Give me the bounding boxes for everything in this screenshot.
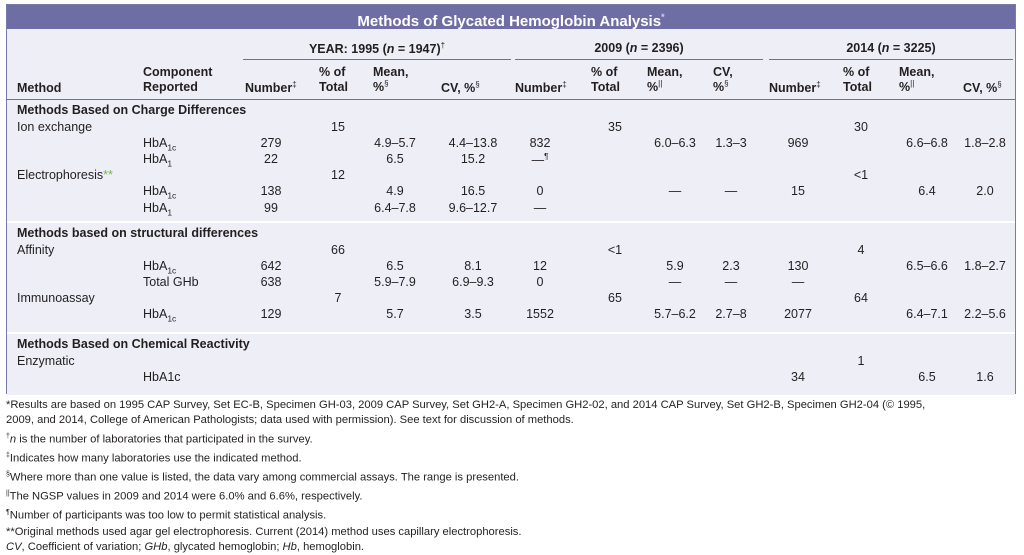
cell-n1995: 22	[264, 151, 278, 166]
col-header-cv-2014: CV, %§	[963, 79, 1002, 95]
cell-cv1995: 3.5	[464, 307, 482, 322]
row-component	[143, 201, 172, 218]
cell-cv1995: 16.5	[460, 184, 486, 199]
cell-p2009: 65	[608, 291, 622, 306]
cell-cv2014: 2.2–5.6	[964, 307, 1006, 322]
cell-m2014: 6.4	[918, 184, 936, 199]
row-component-subscript: 1c	[167, 190, 177, 201]
cell-n2014: —	[791, 274, 805, 289]
footnote-range: §Where more than one value is listed, the data vary among commercial assays. The range is presented.	[6, 471, 519, 484]
cell-p1995: 7	[334, 291, 342, 306]
cell-p2009: <1	[607, 242, 623, 257]
row-component	[143, 184, 176, 201]
group-header-2009: 2009 (n = 2396)	[594, 41, 684, 55]
row-component-subscript: 1c	[167, 142, 177, 153]
cell-cv1995: 8.1	[464, 258, 482, 273]
row-component-text: HbA	[143, 135, 168, 150]
cell-cv2014: 1.6	[976, 369, 994, 384]
row-method: Affinity	[17, 242, 55, 257]
footnote-abbreviations: CV, Coefficient of variation; GHb, glycated hemoglobin; Hb, hemoglobin.	[6, 540, 365, 553]
footnote-ngsp: ||The NGSP values in 2009 and 2014 were 6.0% and 6.6%, respectively.	[6, 490, 363, 503]
cell-n2009: 0	[536, 274, 544, 289]
cell-cv2014: 2.0	[976, 184, 994, 199]
row-component-text: Total GHb	[143, 274, 199, 289]
cell-p2014: 64	[854, 291, 868, 306]
cell-n1995: 129	[260, 307, 282, 322]
row-component	[143, 275, 199, 289]
row-method	[17, 168, 113, 182]
row-component-text: HbA	[143, 151, 168, 166]
col-header-number-1995: Number‡	[245, 79, 297, 95]
cell-n1995: 638	[260, 274, 282, 289]
cell-n1995: 138	[260, 184, 282, 199]
row-component-text: HbA	[143, 307, 168, 322]
col-header-cv-1995: CV, %§	[441, 79, 480, 95]
cell-p1995: 15	[331, 119, 345, 134]
cell-p2014: <1	[853, 168, 869, 183]
cell-m1995: 6.4–7.8	[374, 200, 416, 215]
cell-m2009: —	[668, 184, 682, 199]
footnote-n: †n is the number of laboratories that participated in the survey.	[6, 432, 313, 446]
cell-cv2009: 2.7–8	[715, 307, 747, 322]
cell-n2009: 832	[529, 135, 551, 150]
table-title-text: Methods of Glycated Hemoglobin Analysis	[357, 13, 662, 30]
cell-m2014: 6.6–6.8	[906, 135, 948, 150]
footnote-few: ¶Number of participants was too low to permit statistical analysis.	[6, 509, 327, 523]
row-component-text: HbA1c	[143, 369, 181, 384]
footnote-results: *Results are based on 1995 CAP Survey, Set EC-B, Specimen GH-03, 2009 CAP Survey, Set GH2-A, Specimen GH2-02, and 2014 CAP Survey, Set GH2-B, Specimen GH2-04 (© 1995, 2009, and 2014, College of American Pathologists; data used with permission). See text for discussion of methods.	[6, 399, 926, 427]
cell-p2014: 1	[857, 353, 865, 368]
cell-m2009: 6.0–6.3	[654, 135, 696, 150]
cell-n1995: 279	[260, 135, 282, 150]
row-component-text: HbA	[143, 200, 168, 215]
section-title: Methods Based on Chemical Reactivity	[17, 337, 250, 351]
col-header-component: Component Reported	[143, 65, 213, 94]
cell-n2014: 130	[787, 258, 809, 273]
cell-cv1995: 9.6–12.7	[448, 200, 498, 215]
table-frame	[6, 4, 1016, 394]
cell-n2009: 1552	[526, 307, 554, 322]
row-component-subscript: 1c	[167, 265, 177, 276]
row-method: Enzymatic	[17, 353, 75, 368]
group-rule-2009	[515, 59, 763, 60]
col-header-pct-1995: % of Total	[319, 65, 348, 94]
row-component	[143, 259, 176, 276]
cell-cv2009: 1.3–3	[715, 135, 747, 150]
cell-mark: ¶	[544, 151, 549, 161]
row-component	[143, 152, 172, 169]
cell-m2009: 5.7–6.2	[654, 307, 696, 322]
cell-m2014: 6.4–7.1	[906, 307, 948, 322]
group-header-2014: 2014 (n = 3225)	[846, 41, 936, 55]
cell-cv2014: 1.8–2.8	[964, 135, 1006, 150]
group-header-1995: YEAR: 1995 (n = 1947)†	[308, 41, 446, 57]
col-header-mean-1995: Mean, %§	[373, 65, 409, 94]
cell-n2009: 0	[536, 184, 544, 199]
cell-n2009	[510, 152, 570, 167]
section-title: Methods Based on Charge Differences	[17, 103, 247, 117]
row-component	[143, 370, 181, 384]
col-header-mean-2014: Mean, %||	[899, 65, 935, 94]
cell-n2014: 15	[791, 184, 805, 199]
col-header-pct-2014: % of Total	[843, 65, 872, 94]
row-component-subscript: 1c	[167, 313, 177, 324]
cell-n2009: 12	[533, 258, 547, 273]
cell-n1995: 642	[260, 258, 282, 273]
table-title	[7, 5, 1015, 29]
row-component-subscript: 1	[167, 158, 173, 169]
group-rule-1995	[243, 59, 511, 60]
cell-m1995: 5.9–7.9	[374, 274, 416, 289]
cell-p2014: 4	[857, 242, 865, 257]
row-component-text: HbA	[143, 184, 168, 199]
table-title-mark: *	[661, 12, 665, 22]
row-method-mark: **	[103, 168, 113, 183]
cell-m2014: 6.5	[918, 369, 936, 384]
cell-m1995: 5.7	[386, 307, 404, 322]
cell-cv1995: 4.4–13.8	[448, 135, 498, 150]
cell-cv2009: —	[724, 274, 738, 289]
cell-n2014: 969	[787, 135, 809, 150]
cell-m2014: 6.5–6.6	[906, 258, 948, 273]
cell-p2009: 35	[608, 119, 622, 134]
col-header-cv-2009: CV, %§	[713, 65, 733, 94]
cell-n2014: 2077	[784, 307, 812, 322]
col-header-mean-2009: Mean, %||	[647, 65, 683, 94]
cell-cv2009: —	[724, 184, 738, 199]
cell-p1995: 12	[331, 168, 345, 183]
section-title: Methods based on structural differences	[17, 226, 259, 240]
cell-m1995: 4.9	[386, 184, 404, 199]
cell-dash: —	[531, 153, 545, 168]
cell-p2014: 30	[854, 119, 868, 134]
section-separator	[7, 221, 1015, 223]
row-method: Ion exchange	[17, 119, 93, 134]
footnotes	[6, 398, 1016, 555]
cell-n2009: —	[533, 200, 547, 215]
col-header-method: Method	[17, 81, 62, 95]
col-header-number-2014: Number‡	[769, 79, 821, 95]
cell-m2009: —	[668, 274, 682, 289]
col-header-pct-2009: % of Total	[591, 65, 620, 94]
col-header-number-2009: Number‡	[515, 79, 567, 95]
row-component	[143, 307, 176, 324]
cell-n2014: 34	[791, 369, 805, 384]
row-component	[143, 136, 176, 153]
cell-cv1995: 6.9–9.3	[452, 274, 494, 289]
cell-m1995: 6.5	[386, 258, 404, 273]
cell-m2009: 5.9	[666, 258, 684, 273]
group-rule-2014	[769, 59, 1013, 60]
footnote-agar: **Original methods used agar gel electrophoresis. Current (2014) method uses capillary electrophoresis.	[6, 525, 522, 538]
cell-m1995: 6.5	[386, 151, 404, 166]
row-method: Immunoassay	[17, 291, 95, 306]
cell-m1995: 4.9–5.7	[374, 135, 416, 150]
cell-cv2009: 2.3	[722, 258, 740, 273]
cell-n1995: 99	[264, 200, 278, 215]
cell-p1995: 66	[331, 242, 345, 257]
cell-cv2014: 1.8–2.7	[964, 258, 1006, 273]
row-component-subscript: 1	[167, 207, 173, 217]
section-separator	[7, 332, 1015, 334]
footnote-labs: ‡Indicates how many laboratories use the indicated method.	[6, 451, 302, 465]
cell-cv1995: 15.2	[460, 151, 486, 166]
row-component-text: HbA	[143, 258, 168, 273]
row-method-text: Electrophoresis	[17, 168, 104, 183]
